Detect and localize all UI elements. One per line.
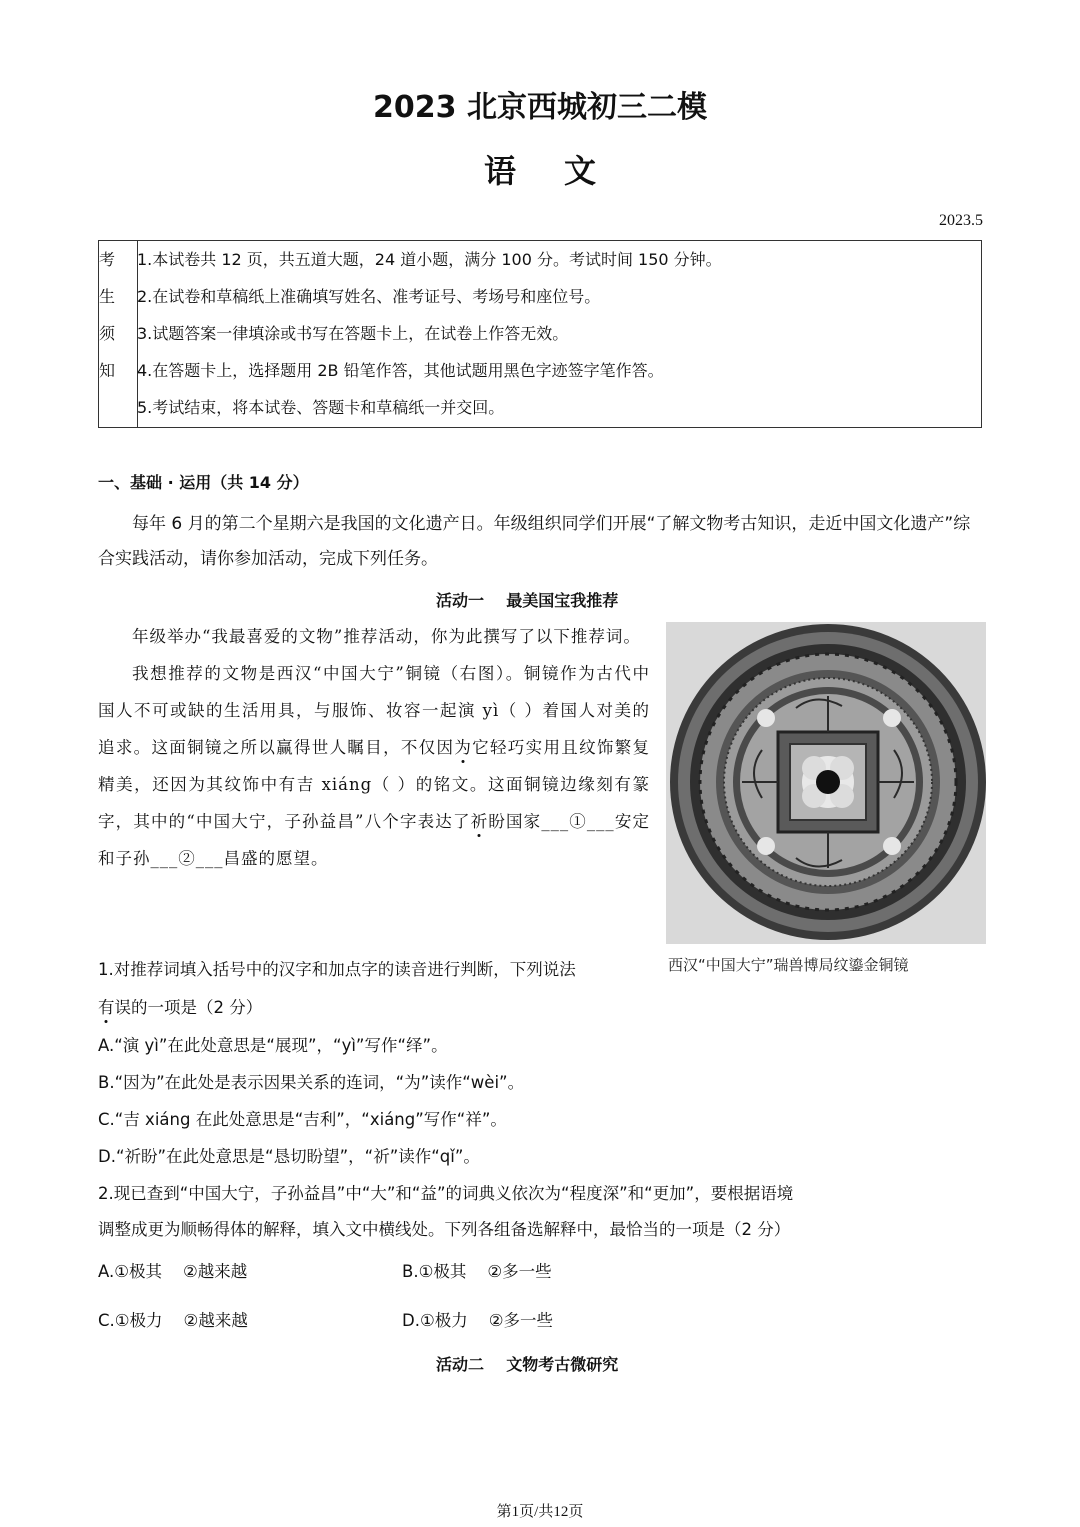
question-2-stem-cont: 调整成更为顺畅得体的解释，填入文中横线处。下列各组备选解释中，最恰当的一项是（2 分）: [98, 1220, 791, 1239]
activity-two-title: 活动二 文物考古微研究: [436, 1355, 619, 1374]
dotted-char: 有: [98, 998, 115, 1017]
page-title: 2023 北京西城初三二模: [373, 90, 707, 125]
dotted-char: 祈: [470, 812, 489, 831]
notice-label: [99, 241, 138, 427]
notice-label-char: 考: [99, 250, 116, 269]
notice-label-char: 须: [99, 324, 116, 343]
question-2-stem: 2.现已查到“中国大宁，子孙益昌”中“大”和“益”的词典义依次为“程度深”和“更加”，要根据语境: [98, 1184, 794, 1203]
question-2-option-a: A.①极其 ②越来越: [98, 1262, 248, 1281]
notice-label-char: 生: [99, 287, 116, 306]
question-1-option-a: A.“演 yì”在此处意思是“展现”，“yì”写作“绎”。: [98, 1036, 448, 1055]
activity-one-title: 活动一 最美国宝我推荐: [436, 591, 619, 610]
recommendation-essay: [98, 618, 650, 877]
notice-item: 4.在答题卡上，选择题用 2B 铅笔作答，其他试题用黑色字迹签字笔作答。: [137, 361, 664, 380]
question-1-option-b: B.“因为”在此处是表示因果关系的连词，“为”读作“wèi”。: [98, 1073, 525, 1092]
essay-text: 我想推荐的文物是西汉“中国大宁”铜镜（右图）。铜镜作为古代中国人不可或缺的生活用具，与服饰、妆容一起演 yì（ ）着国人对美的追求。这面铜镜之所以赢得世人瞩目，不仅因: [98, 664, 650, 757]
page-footer: 第1页/共12页: [496, 1504, 584, 1520]
notice-label-char: 知: [99, 361, 116, 380]
notice-item: 5.考试结束，将本试卷、答题卡和草稿纸一并交回。: [137, 398, 505, 417]
essay-paragraph: [98, 655, 650, 877]
essay-text: 它轻巧实用且纹饰繁复精美，还因为其纹饰中有吉 xiáng（ ）的铭文。这面铜镜边缘刻有篆字，其中的“中国大宁，子孙益昌”八个字表达了: [98, 738, 651, 831]
notice-item: 2.在试卷和草稿纸上准确填写姓名、准考证号、考场号和座位号。: [137, 287, 601, 306]
section-heading: 一、基础 · 运用（共 14 分）: [98, 473, 309, 492]
exam-date: 2023.5: [939, 212, 983, 229]
section-intro: 每年 6 月的第二个星期六是我国的文化遗产日。年级组织同学们开展“了解文物考古知识，走近中国文化遗产”综合实践活动，请你参加活动，完成下列任务。: [98, 514, 971, 569]
notice-item: 3.试题答案一律填涂或书写在答题卡上，在试卷上作答无效。: [137, 324, 569, 343]
notice-item: 1.本试卷共 12 页，共五道大题，24 道小题，满分 100 分。考试时间 150 分钟。: [137, 250, 722, 269]
figure-caption: 西汉“中国大宁”瑞兽博局纹鎏金铜镜: [668, 956, 909, 974]
question-2-option-d: D.①极力 ②多一些: [402, 1311, 554, 1330]
question-1-option-d: D.“祈盼”在此处意思是“恳切盼望”，“祈”读作“qǐ”。: [98, 1147, 480, 1166]
question-2-option-c: C.①极力 ②越来越: [98, 1311, 248, 1330]
question-1-option-c: C.“吉 xiáng 在此处意思是“吉利”，“xiáng”写作“祥”。: [98, 1110, 507, 1129]
question-1-stem-cont: [98, 994, 262, 1018]
bronze-mirror-image: [666, 622, 986, 944]
question-text: 误的一项是（2 分）: [114, 998, 263, 1017]
subject-title: 语文: [483, 152, 644, 190]
dotted-char: 为: [454, 738, 473, 757]
essay-paragraph: 年级举办“我最喜爱的文物”推荐活动，你为此撰写了以下推荐词。: [132, 627, 641, 646]
question-1-stem: 1.对推荐词填入括号中的汉字和加点字的读音进行判断，下列说法: [98, 960, 576, 979]
bronze-mirror-illustration: [666, 622, 986, 944]
question-2-option-b: B.①极其 ②多一些: [402, 1262, 552, 1281]
exam-notice-box: [98, 240, 982, 428]
essay-text: 盼国家___①___安定和子孙___②___昌盛的愿望。: [98, 812, 651, 868]
